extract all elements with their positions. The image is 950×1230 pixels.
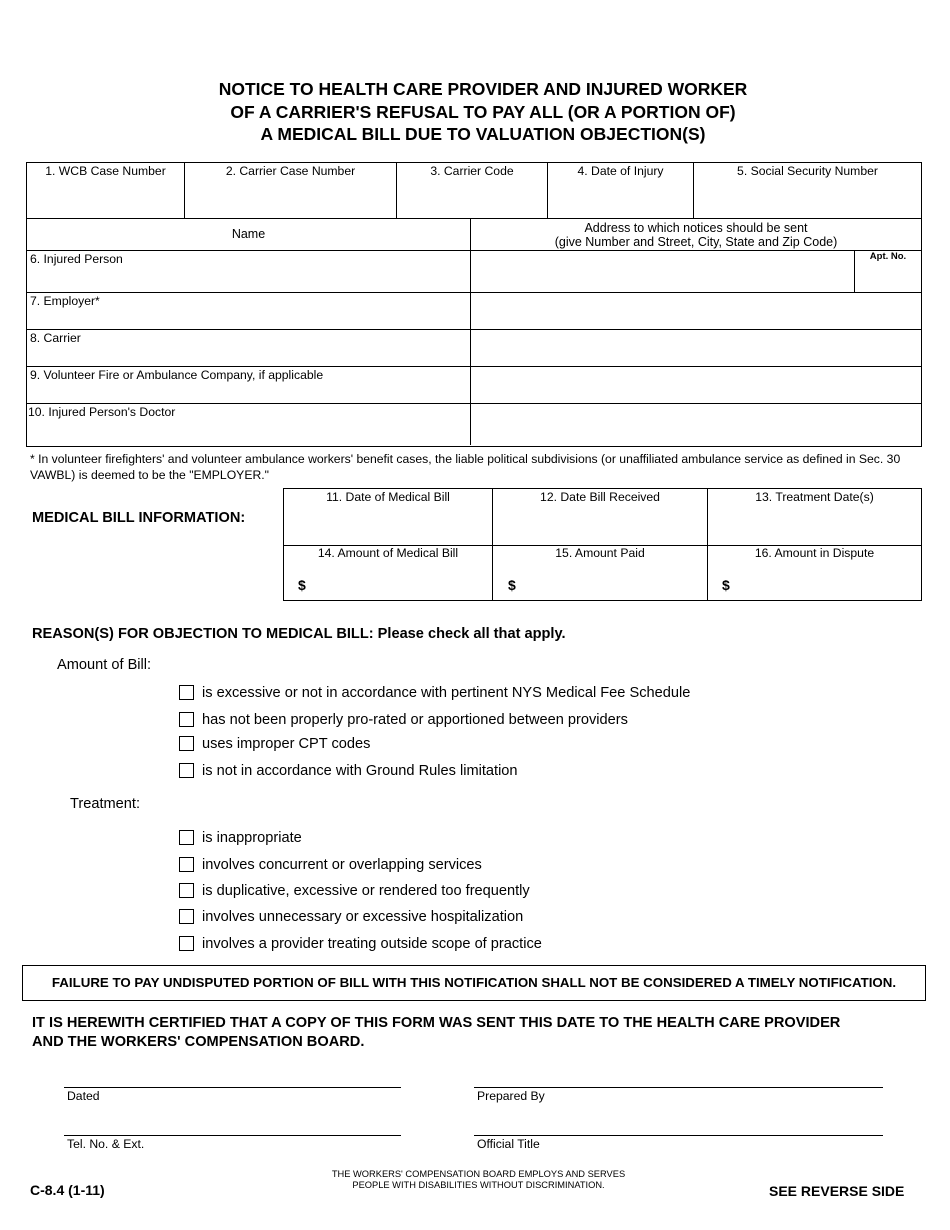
currency-symbol: $ bbox=[298, 577, 306, 593]
title-line-3: A MEDICAL BILL DUE TO VALUATION OBJECTION(S) bbox=[260, 124, 706, 144]
official-title-label: Official Title bbox=[477, 1137, 540, 1151]
dated-label: Dated bbox=[67, 1089, 100, 1103]
amount-option-checkbox[interactable] bbox=[179, 685, 194, 700]
form-number: C-8.4 (1-11) bbox=[30, 1182, 105, 1198]
treatment-option-label: is inappropriate bbox=[202, 830, 302, 846]
apt-no-label: Apt. No. bbox=[869, 251, 907, 262]
medical-bill-heading: MEDICAL BILL INFORMATION: bbox=[32, 510, 246, 526]
wcb-case-number-field[interactable]: 1. WCB Case Number bbox=[45, 164, 166, 178]
carrier-case-number-field[interactable]: 2. Carrier Case Number bbox=[225, 164, 356, 178]
address-column-header: Address to which notices should be sent (give Number and Street, City, State and Zip Code) bbox=[554, 221, 838, 249]
treatment-option-checkbox[interactable] bbox=[179, 909, 194, 924]
prepared-by-line[interactable] bbox=[474, 1087, 883, 1088]
tel-line[interactable] bbox=[64, 1135, 401, 1136]
header-fields-table bbox=[26, 162, 922, 219]
amount-option-checkbox[interactable] bbox=[179, 763, 194, 778]
amount-option-label: uses improper CPT codes bbox=[202, 736, 371, 752]
carrier-field[interactable]: 8. Carrier bbox=[30, 331, 81, 345]
amount-option-label: has not been properly pro-rated or apportioned between providers bbox=[202, 712, 628, 728]
treatment-option-label: is duplicative, excessive or rendered too frequently bbox=[202, 883, 530, 899]
treatment-option-checkbox[interactable] bbox=[179, 936, 194, 951]
treatment-option-checkbox[interactable] bbox=[179, 883, 194, 898]
amount-paid-field[interactable]: 15. Amount Paid bbox=[555, 546, 645, 560]
volunteer-company-field[interactable]: 9. Volunteer Fire or Ambulance Company, if applicable bbox=[30, 368, 324, 382]
tel-label: Tel. No. & Ext. bbox=[67, 1137, 145, 1151]
treatment-option-label: involves a provider treating outside scope of practice bbox=[202, 936, 542, 952]
treatment-option-label: involves concurrent or overlapping services bbox=[202, 857, 482, 873]
amount-in-dispute-field[interactable]: 16. Amount in Dispute bbox=[754, 546, 875, 560]
name-column-header: Name bbox=[231, 227, 266, 241]
amount-option-checkbox[interactable] bbox=[179, 712, 194, 727]
injured-person-field[interactable]: 6. Injured Person bbox=[30, 252, 123, 266]
date-of-injury-field[interactable]: 4. Date of Injury bbox=[577, 164, 664, 178]
treatment-option-checkbox[interactable] bbox=[179, 830, 194, 845]
title-line-2: OF A CARRIER'S REFUSAL TO PAY ALL (OR A PORTION OF) bbox=[230, 101, 736, 122]
medical-bill-table bbox=[283, 488, 922, 601]
treatment-option-checkbox[interactable] bbox=[179, 857, 194, 872]
nondiscrimination-notice: THE WORKERS' COMPENSATION BOARD EMPLOYS AND SERVES PEOPLE WITH DISABILITIES WITHOUT DISCRIMINATION. bbox=[331, 1169, 626, 1190]
amount-option-label: is not in accordance with Ground Rules limitation bbox=[202, 763, 518, 779]
doctor-field[interactable]: 10. Injured Person's Doctor bbox=[28, 405, 176, 419]
dated-line[interactable] bbox=[64, 1087, 401, 1088]
employer-field[interactable]: 7. Employer* bbox=[30, 294, 100, 308]
date-of-medical-bill-field[interactable]: 11. Date of Medical Bill bbox=[326, 490, 450, 504]
warning-text: FAILURE TO PAY UNDISPUTED PORTION OF BILL WITH THIS NOTIFICATION SHALL NOT BE CONSIDERED A TIMELY NOTIFICATION. bbox=[51, 975, 897, 990]
treatment-label: Treatment: bbox=[70, 796, 141, 812]
reasons-heading: REASON(S) FOR OBJECTION TO MEDICAL BILL: Please check all that apply. bbox=[32, 626, 566, 642]
treatment-option-label: involves unnecessary or excessive hospitalization bbox=[202, 909, 524, 925]
currency-symbol: $ bbox=[508, 577, 516, 593]
certification-statement: IT IS HEREWITH CERTIFIED THAT A COPY OF THIS FORM WAS SENT THIS DATE TO THE HEALTH CARE PROVIDER AND THE WORKERS' COMPENSATION BOARD. bbox=[32, 1015, 841, 1050]
form-title bbox=[0, 78, 950, 146]
currency-symbol: $ bbox=[722, 577, 730, 593]
amount-option-label: is excessive or not in accordance with pertinent NYS Medical Fee Schedule bbox=[202, 685, 691, 701]
title-line-1: NOTICE TO HEALTH CARE PROVIDER AND INJURED WORKER bbox=[218, 79, 748, 99]
amount-option-checkbox[interactable] bbox=[179, 736, 194, 751]
amount-of-medical-bill-field[interactable]: 14. Amount of Medical Bill bbox=[317, 546, 459, 560]
treatment-dates-field[interactable]: 13. Treatment Date(s) bbox=[755, 490, 874, 504]
amount-of-bill-label: Amount of Bill: bbox=[57, 657, 152, 673]
see-reverse-side: SEE REVERSE SIDE bbox=[769, 1183, 905, 1199]
parties-table bbox=[26, 218, 922, 447]
ssn-field[interactable]: 5. Social Security Number bbox=[737, 164, 878, 178]
warning-box bbox=[22, 965, 926, 1001]
carrier-code-field[interactable]: 3. Carrier Code bbox=[430, 164, 514, 178]
date-bill-received-field[interactable]: 12. Date Bill Received bbox=[540, 490, 660, 504]
prepared-by-label: Prepared By bbox=[477, 1089, 545, 1103]
official-title-line[interactable] bbox=[474, 1135, 883, 1136]
employer-footnote: * In volunteer firefighters' and volunteer ambulance workers' benefit cases, the liable political subdivisions (or unaffiliated ambulance service as defined in Sec. 30 VAWBL) is deemed to be the "EMPLOYER." bbox=[30, 452, 901, 482]
